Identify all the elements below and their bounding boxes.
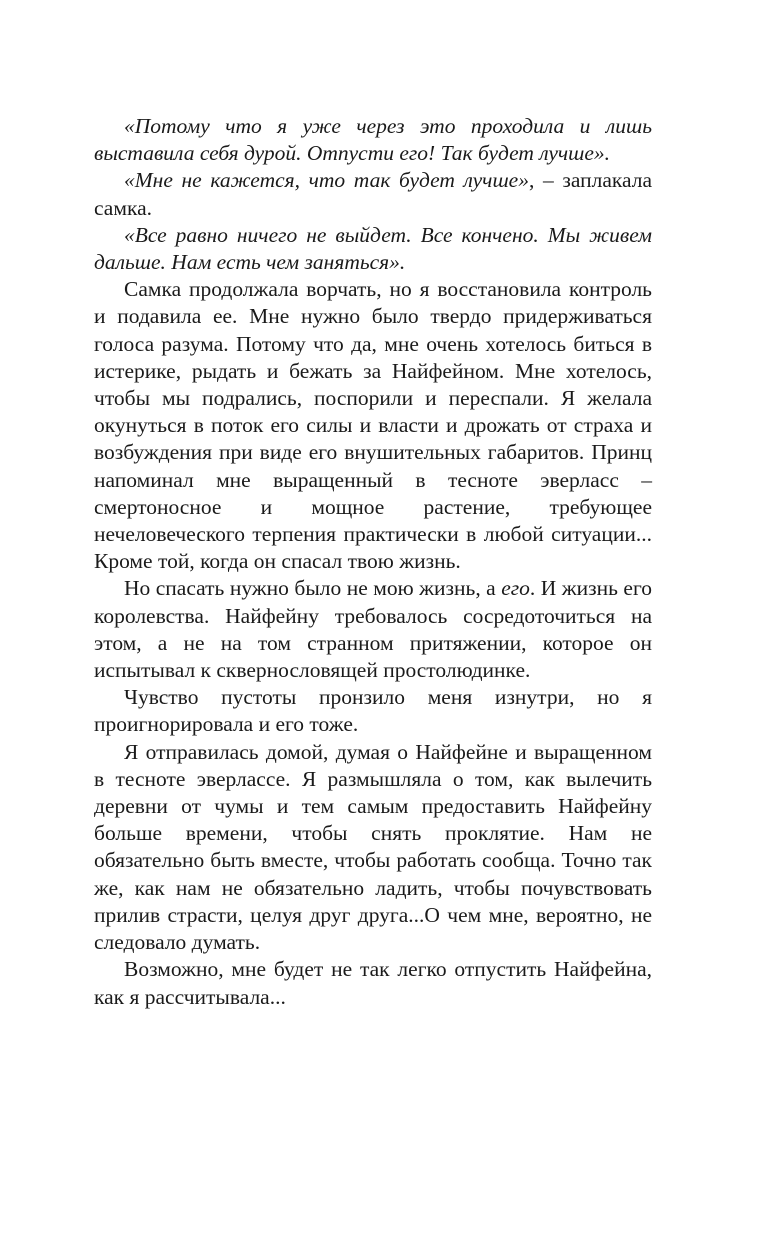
paragraph-3-italic: «Все равно ничего не выйдет. Все кончено. Мы живем дальше. Нам есть чем заняться». xyxy=(94,222,652,275)
paragraph-2-plain: , – заплакала самка. xyxy=(94,168,652,220)
paragraph-1-italic: «Потому что я уже через это проходила и лишь выставила себя дурой. Отпусти его! Так будет лучше». xyxy=(94,114,652,166)
paragraph-5-emphasis: его xyxy=(501,576,530,601)
paragraph-2 xyxy=(94,167,652,221)
paragraph-1 xyxy=(94,113,652,167)
paragraph-5 xyxy=(94,575,652,684)
paragraph-8: Возможно, мне будет не так легко отпустить Найфейна, как я рассчитывала... xyxy=(94,957,652,1009)
paragraph-6: Чувство пустоты пронзило меня изнутри, но я проигнорировала и его тоже. xyxy=(94,685,652,737)
paragraph-5-before: Но спасать нужно было не мою жизнь, а xyxy=(124,576,502,601)
paragraph-2-italic: «Мне не кажется, что так будет лучше» xyxy=(124,168,529,193)
book-page-text xyxy=(94,113,652,1011)
paragraph-3 xyxy=(94,222,652,276)
paragraph-7: Я отправилась домой, думая о Найфейне и выращенном в тесноте эверлассе. Я размышляла о том, как вылечить деревни от чумы и тем самым предоставить Найфейну больше времени, чтобы снять проклятие. Нам не обязательно быть вместе, чтобы работать сообща. Точно так же, как нам не обязательно ладить, чтобы почувствовать прилив страсти, целуя друг друга...О чем мне, вероятно, не следовало думать. xyxy=(94,739,652,955)
paragraph-4: Самка продолжала ворчать, но я восстановила контроль и подавила ее. Мне нужно было твердо придерживаться голоса разума. Потому что да, мне очень хотелось биться в истерике, рыдать и бежать за Найфейном. Мне хотелось, чтобы мы подрались, поспорили и переспали. Я желала окунуться в поток его силы и власти и дрожать от страха и возбуждения при виде его внушительных габаритов. Принц напоминал мне выращенный в тесноте эверласс – смертоносное и мощное растение, требующее нечеловеческого терпения практически в любой ситуации... Кроме той, когда он спасал твою жизнь. xyxy=(94,277,652,574)
paragraph-5-after: . И жизнь его королевства. Найфейну требовалось сосредоточиться на этом, а не на том странном притяжении, которое он испытывал к сквернословящей простолюдинке. xyxy=(94,576,652,683)
